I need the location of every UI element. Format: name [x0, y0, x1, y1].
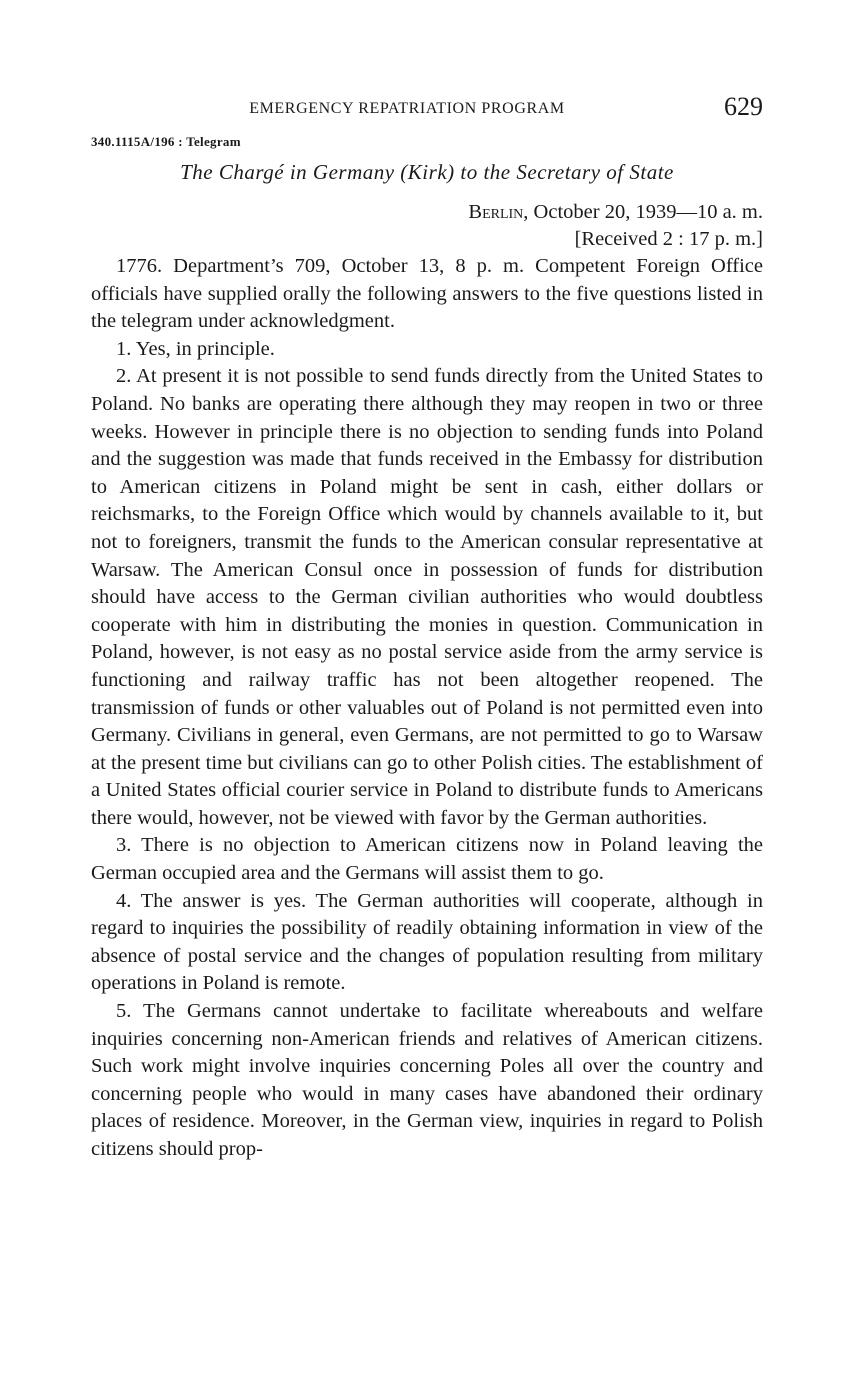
dateline-date: , October 20, 1939—10 a. m.	[523, 201, 763, 223]
paragraph-answer-2: 2. At present it is not possible to send funds directly from the United States to Poland. No banks are operating there although they may reopen in two or three weeks. However in principle there is no objection to sending funds into Poland and the suggestion was made that funds received in the Embassy for distribution to American citizens in Poland might be sent in cash, either dollars or reichsmarks, to the Foreign Office which would by channels available to it, but not to foreigners, transmit the funds to the American consular representative at Warsaw. The American Consul once in possession of funds for distribution should have access to the German civilian authorities who would doubtless cooperate with him in distributing the monies in question. Communication in Poland, however, is not easy as no postal service aside from the army service is functioning and railway traffic has not been altogether reopened. The transmission of funds or other valuables out of Poland is not permitted even into Germany. Civilians in general, even Germans, are not permitted to go to Warsaw at the present time but civilians can go to other Polish cities. The establishment of a United States official courier service in Poland to distribute funds to Americans there would, however, not be viewed with favor by the German authorities.	[91, 365, 763, 829]
paragraph-answer-3: 3. There is no objection to American citizens now in Poland leaving the German occupied area and the Germans will assist them to go.	[91, 834, 763, 885]
running-header	[91, 92, 763, 126]
document-title: The Chargé in Germany (Kirk) to the Secretary of State	[180, 160, 674, 184]
file-reference: 340.1115A/196 : Telegram	[91, 134, 241, 149]
document-page	[91, 92, 763, 1164]
paragraph-answer-4: 4. The answer is yes. The German authorities will cooperate, although in regard to inquiries the possibility of readily obtaining information in view of the absence of postal service and the changes of population resulting from military operations in Poland is remote.	[91, 889, 763, 995]
paragraph-intro: 1776. Department’s 709, October 13, 8 p. m. Competent Foreign Office officials have supplied orally the following answers to the five questions listed in the telegram under acknowledgment.	[91, 255, 763, 333]
paragraph-answer-5: 5. The Germans cannot undertake to facilitate whereabouts and welfare inquiries concerning non-American friends and relatives of American citizens. Such work might involve inquiries concerning Poles all over the country and concerning people who would in many cases have abandoned their ordinary places of residence. Moreover, in the German view, inquiries in regard to Polish citizens should prop-	[91, 1000, 763, 1160]
dateline	[91, 199, 763, 226]
received-time: [Received 2 : 17 p. m.]	[574, 228, 763, 250]
page-number: 629	[724, 92, 763, 121]
telegram-body	[91, 253, 763, 1164]
running-title: EMERGENCY REPATRIATION PROGRAM	[249, 100, 565, 117]
dateline-place: Berlin	[468, 201, 524, 223]
paragraph-answer-1: 1. Yes, in principle.	[116, 337, 275, 360]
